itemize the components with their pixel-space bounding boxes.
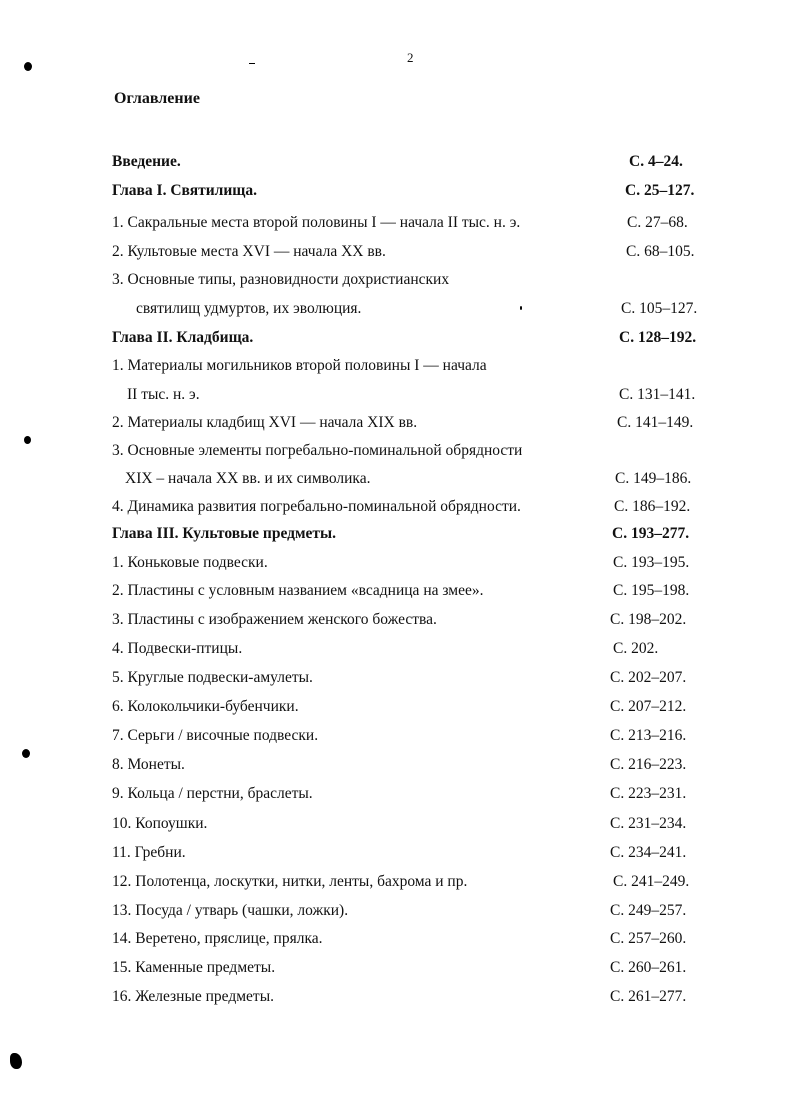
page-number: 2 — [407, 50, 414, 65]
toc-page-chapter-1: С. 25–127. — [625, 182, 695, 199]
scan-speck — [249, 63, 255, 64]
scan-speck — [520, 306, 522, 310]
toc-page-introduction: С. 4–24. — [629, 153, 683, 170]
toc-page-3-12: С. 241–249. — [613, 873, 690, 890]
toc-entry-1-3: 3. Основные типы, разновидности дохристианских — [112, 271, 450, 288]
toc-page-3-15: С. 260–261. — [610, 959, 687, 976]
toc-page-2-3: С. 149–186. — [615, 470, 692, 487]
toc-page-3-7: С. 213–216. — [610, 727, 687, 744]
toc-entry-chapter-1: Глава I. Святилища. — [112, 182, 257, 199]
toc-page-3-1: С. 193–195. — [613, 554, 690, 571]
toc-entry-3-2: 2. Пластины с условным названием «всадница на змее». — [112, 582, 484, 599]
toc-page-1-1: С. 27–68. — [627, 214, 688, 231]
toc-entry-3-13: 13. Посуда / утварь (чашки, ложки). — [112, 902, 349, 919]
toc-entry-2-1: 1. Материалы могильников второй половины I — начала — [112, 357, 487, 374]
toc-entry-3-15: 15. Каменные предметы. — [112, 959, 276, 976]
toc-entry-2-3-cont: XIX – начала XX вв. и их символика. — [125, 470, 371, 487]
toc-entry-3-14: 14. Веретено, пряслице, прялка. — [112, 930, 323, 947]
toc-entry-3-7: 7. Серьги / височные подвески. — [112, 727, 319, 744]
toc-page-3-13: С. 249–257. — [610, 902, 687, 919]
toc-entry-3-12: 12. Полотенца, лоскутки, нитки, ленты, бахрома и пр. — [112, 873, 468, 890]
toc-entry-3-3: 3. Пластины с изображением женского божества. — [112, 611, 437, 628]
toc-page-3-3: С. 198–202. — [610, 611, 687, 628]
toc-page-3-10: С. 231–234. — [610, 815, 687, 832]
toc-entry-3-9: 9. Кольца / перстни, браслеты. — [112, 785, 313, 802]
toc-entry-3-4: 4. Подвески-птицы. — [112, 640, 243, 657]
toc-page-3-11: С. 234–241. — [610, 844, 687, 861]
toc-page-2-1: С. 131–141. — [619, 386, 696, 403]
toc-entry-2-4: 4. Динамика развития погребально-поминальной обрядности. — [112, 498, 521, 515]
toc-page-chapter-3: С. 193–277. — [612, 525, 690, 542]
toc-page-1-3: С. 105–127. — [621, 300, 698, 317]
toc-page-1-2: С. 68–105. — [626, 243, 695, 260]
toc-page-3-9: С. 223–231. — [610, 785, 687, 802]
toc-page-3-4: С. 202. — [613, 640, 659, 657]
toc-entry-1-1: 1. Сакральные места второй половины I — начала II тыс. н. э. — [112, 214, 521, 231]
toc-page-3-8: С. 216–223. — [610, 756, 687, 773]
toc-entry-2-1-cont: II тыс. н. э. — [127, 386, 200, 403]
toc-entry-3-5: 5. Круглые подвески-амулеты. — [112, 669, 313, 686]
toc-entry-1-2: 2. Культовые места XVI — начала XX вв. — [112, 243, 386, 260]
toc-entry-3-6: 6. Колокольчики-бубенчики. — [112, 698, 299, 715]
scan-speck — [24, 62, 32, 71]
toc-page-3-14: С. 257–260. — [610, 930, 687, 947]
scan-speck — [10, 1053, 22, 1069]
toc-page-3-5: С. 202–207. — [610, 669, 687, 686]
toc-entry-2-3: 3. Основные элементы погребально-поминальной обрядности — [112, 442, 523, 459]
toc-entry-3-16: 16. Железные предметы. — [112, 988, 274, 1005]
toc-page-3-16: С. 261–277. — [610, 988, 687, 1005]
scan-speck — [22, 749, 30, 758]
toc-entry-chapter-2: Глава II. Кладбища. — [112, 329, 254, 346]
toc-page-2-4: С. 186–192. — [614, 498, 691, 515]
toc-page-chapter-2: С. 128–192. — [619, 329, 697, 346]
toc-entry-3-11: 11. Гребни. — [112, 844, 186, 861]
toc-entry-introduction: Введение. — [112, 153, 181, 170]
toc-title: Оглавление — [114, 90, 200, 107]
toc-entry-3-1: 1. Коньковые подвески. — [112, 554, 268, 571]
toc-entry-3-8: 8. Монеты. — [112, 756, 185, 773]
toc-entry-3-10: 10. Копоушки. — [112, 815, 208, 832]
toc-entry-chapter-3: Глава III. Культовые предметы. — [112, 525, 337, 542]
toc-page-3-2: С. 195–198. — [613, 582, 690, 599]
toc-entry-1-3-cont: святилищ удмуртов, их эволюция. — [136, 300, 362, 317]
toc-page-2-2: С. 141–149. — [617, 414, 694, 431]
toc-entry-2-2: 2. Материалы кладбищ XVI — начала XIX вв. — [112, 414, 418, 431]
scan-speck — [24, 436, 31, 444]
toc-page-3-6: С. 207–212. — [610, 698, 687, 715]
